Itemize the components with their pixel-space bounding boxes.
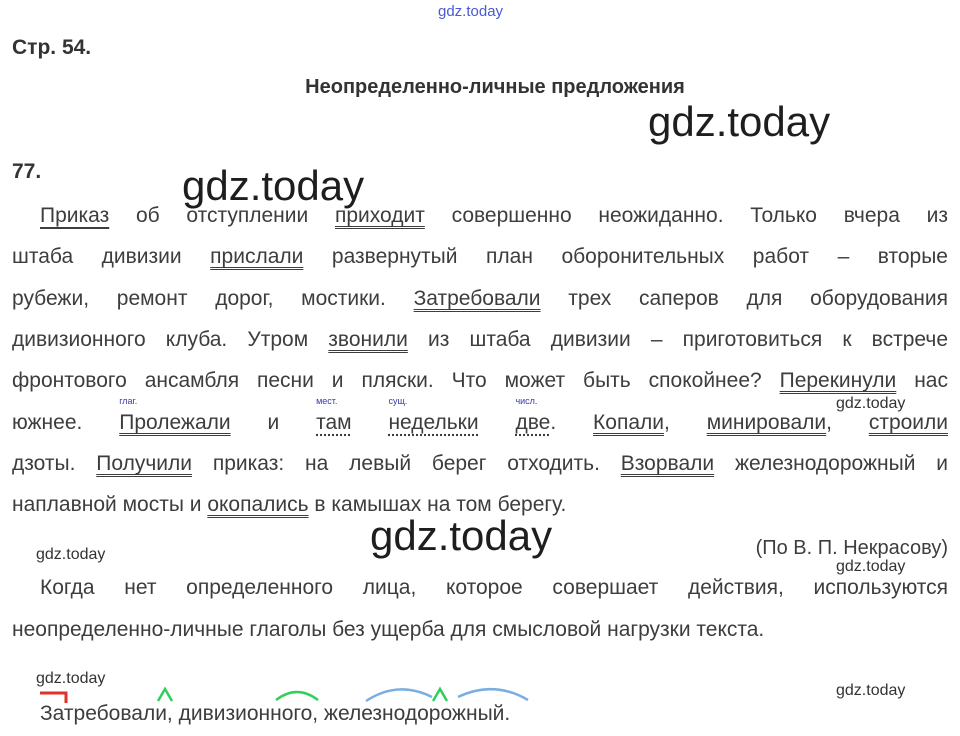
morphemic-analysis: Затребовали, дивизионного, железнодорожный. (40, 702, 511, 725)
text-fragment: рубежи, ремонт дорог, мостики. (12, 287, 414, 310)
section-heading: Неопределенно-личные предложения (305, 76, 685, 98)
predicate-word: Перекинули (779, 369, 897, 392)
pos-tag: глаг. (119, 396, 138, 406)
root-arc (458, 689, 528, 700)
text-fragment: южнее. (12, 411, 120, 434)
predicate-word: Получили (96, 452, 192, 475)
pos-tag: числ. (515, 396, 538, 406)
conclusion-line-2: неопределенно-личные глаголы без ущерба для смысловой нагрузки текста. (12, 618, 765, 641)
predicate-word: строили (868, 411, 949, 434)
text-fragment: фронтового ансамбля песни и пляски. Что может быть спокойнее? (12, 369, 780, 392)
adverbial-word: две (515, 411, 551, 434)
watermark-small: gdz.today (836, 682, 906, 699)
source-attribution: (По В. П. Некрасову) (755, 537, 948, 559)
text-fragment: в камышах на том берегу. (308, 493, 567, 516)
watermark-large: gdz.today (370, 512, 553, 559)
predicate-word: Пролежали (119, 411, 231, 434)
conclusion-line-1: Когда нет определенного лица, которое совершает действия, используются (40, 576, 948, 599)
subject-word: Приказ (40, 204, 110, 227)
text-fragment: наплавной мосты и (12, 493, 208, 516)
predicate-word: минировали (706, 411, 827, 434)
page-label: Стр. 54. (12, 36, 92, 59)
text-fragment: . (550, 411, 594, 434)
predicate-word: звонили (328, 328, 408, 351)
text-fragment: , (826, 411, 869, 434)
pos-tag: мест. (316, 396, 338, 406)
text-fragment: дивизионного клуба. Утром (12, 328, 329, 351)
text-fragment: и (230, 411, 317, 434)
text-fragment: совершенно неожиданно. Только вчера из (424, 204, 948, 227)
text-fragment: , (663, 411, 707, 434)
predicate-word: окопались (207, 493, 309, 516)
text-fragment: нас (896, 369, 948, 392)
text-fragment: железнодорожный и (714, 452, 949, 475)
root-arc (366, 689, 432, 701)
watermark-top: gdz.today (438, 3, 504, 20)
predicate-word: приходит (334, 204, 425, 227)
watermark-large: gdz.today (182, 162, 365, 209)
predicate-word: Взорвали (620, 452, 715, 475)
predicate-word: Затребовали (413, 287, 541, 310)
text-fragment: штаба дивизии (12, 245, 211, 268)
watermark-small: gdz.today (836, 395, 906, 412)
text-fragment: трех саперов для оборудования (540, 287, 948, 310)
text-fragment: развернутый план оборонительных работ – вторые (303, 245, 948, 268)
root-mark (433, 689, 447, 701)
text-fragment: приказ: на левый берег отходить. (192, 452, 621, 475)
text-fragment: из штаба дивизии – приготовиться к встрече (407, 328, 949, 351)
pos-tag: сущ. (388, 396, 408, 406)
predicate-word: прислали (210, 245, 304, 268)
root-mark (276, 692, 318, 700)
predicate-word: Копали (593, 411, 664, 434)
watermark-large: gdz.today (648, 98, 831, 145)
text-fragment: об отступлении (109, 204, 335, 227)
watermark-small: gdz.today (36, 670, 106, 687)
text-fragment: дзоты. (12, 452, 97, 475)
watermark-small: gdz.today (836, 558, 906, 575)
exercise-number: 77. (12, 160, 42, 183)
adverbial-word: там (316, 411, 352, 434)
adverbial-word: недельки (388, 411, 479, 434)
root-mark (158, 689, 172, 701)
watermark-small: gdz.today (36, 546, 106, 563)
